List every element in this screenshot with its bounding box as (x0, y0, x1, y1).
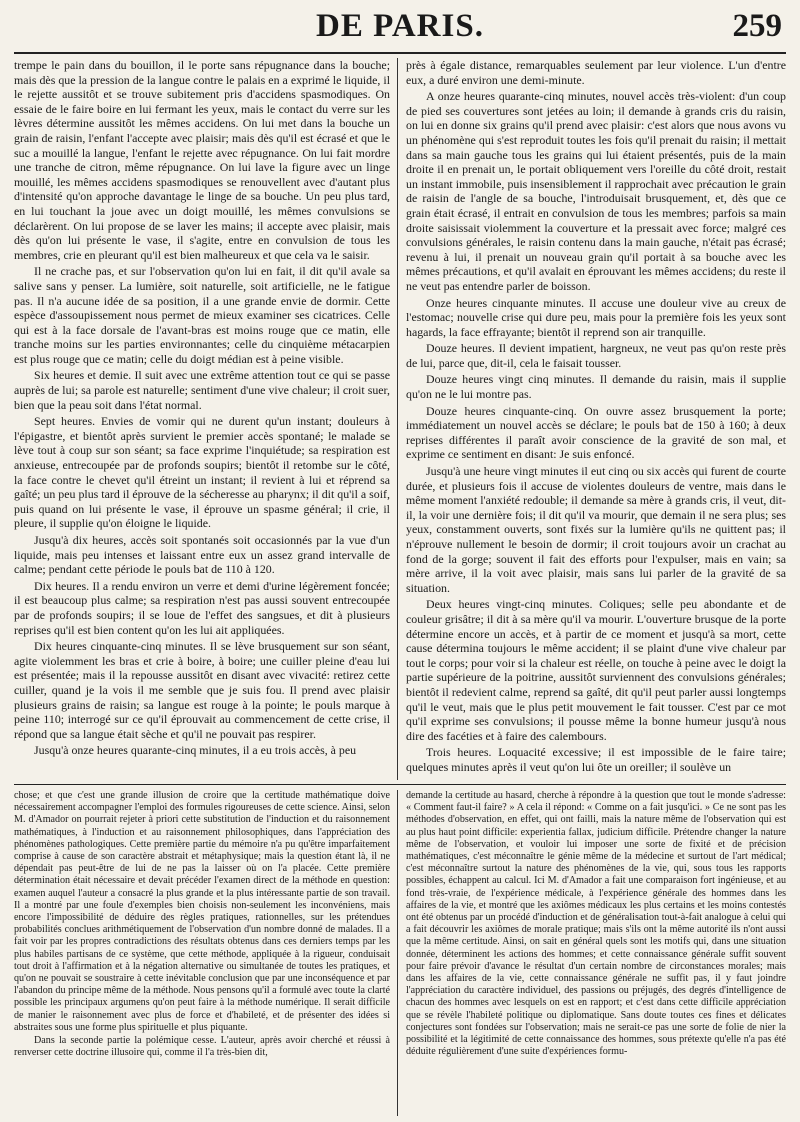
running-title: DE PARIS. (316, 8, 484, 44)
paragraph: Il ne crache pas, et sur l'observation qu'on lui en fait, il dit qu'il avale sa salive sans y penser. La lumière, soit naturelle, soit artificielle, ne le fatigue pas. Il n'a aucune idée de sa position, il a une grande envie de dormir. Cette espèce d'assoupissement nous permet de mieux examiner ses cicatrices. Celle qui est à la face dorsale de l'avant-bras est moins rouge que ce matin, elle tranche moins sur les parties environnantes; celle du cinquième métacarpien est plus rouge que ce matin; celle du doigt médian est à peine visible. (14, 264, 390, 366)
paragraph: Onze heures cinquante minutes. Il accuse une douleur vive au creux de l'estomac; nouvelle crise qui dure peu, mais pour la première fois les yeux sont hagards, la face effrayante; bientôt il reprend son air tranquille. (406, 295, 786, 339)
paragraph: Dix heures. Il a rendu environ un verre et demi d'urine légèrement foncée; il est beaucoup plus calme; sa respiration n'est pas aussi souvent entrecoupée par de profonds soupirs; il se loue de l'effet des sangsues, et dit à plusieurs reprises qu'il est bien content qu'on les lui ait appliquées. (14, 578, 390, 637)
paragraph: Douze heures cinquante-cinq. On ouvre assez brusquement la porte; immédiatement un nouvel accès se déclare; le pouls bat de 150 à 160; à deux reprises différentes il paraît avoir conscience de la gravité de son mal, et exprime ce sentiment en disant: Je suis enfoncé. (406, 403, 786, 462)
paragraph: Jusqu'à onze heures quarante-cinq minutes, il a eu trois accès, à peu (34, 743, 357, 758)
page-header (14, 6, 786, 48)
paragraph: Dans la seconde partie la polémique cesse. L'auteur, après avoir cherché et réussi à renverser cette doctrine illusoire qui, comme il l'a très-bien dit, (14, 1035, 390, 1059)
paragraph: Jusqu'à une heure vingt minutes il eut cinq ou six accès qui furent de courte durée, et plusieurs fois il accuse de violentes douleurs de ventre, mais dans le même moment l'anxiété redouble; il demande sa mère à grands cris, il veut, dit-il, la voir une dernière fois; il dit qu'il va mourir, que demain il ne sera plus; ses yeux, constamment ouverts, sont fixés sur la lumière qu'ils ne quittent pas; il n'éprouve nullement le besoin de dormir; il croit toujours avoir un crachat au fond de la gorge; souvent il fait des efforts pour l'expulser, mais en vain; sa mère arrive, il la voit avec plaisir, mais sans lui parler de la gravité de sa situation. (406, 464, 786, 595)
paragraph: Douze heures vingt cinq minutes. Il demande du raisin, mais il supplie qu'on ne le lui montre pas. (406, 372, 786, 402)
paragraph: A onze heures quarante-cinq minutes, nouvel accès très-violent: d'un coup de pied ses couvertures sont jetées au loin; il demande à grands cris du raisin, on lui en donne six grains qu'il prend avec plaisir: c'est alors que nous avons vu un phénomène qui s'est reproduit toutes les fois qu'il prenait du raisin; il mettait dans sa main gauche tous les grains qui lui étaient présentés, puis de la main droite il en prenait un, le portait obliquement vers l'oreille du côté droit, restait un instant immobile, puis insensiblement il rapprochait avec précaution le grain de raisin de l'angle de sa bouche, l'introduisait brusquement, et, dès que ce grain était écrasé, il entrait en convulsion de tous les membres; parfois sa main droite saisissait violemment la couverture et la pressait avec force; malgré ces convulsions générales, le raisin contenu dans la main gauche, n'était pas écrasé; revenu à lui, il prenait un nouveau grain qu'il portait à sa bouche avec les mêmes précautions, et qu'il avalait en éprouvant les mêmes accidens; du reste il ne veut pas entendre parler de boisson. (406, 89, 786, 293)
paragraph: près à égale distance, remarquables seulement par leur violence. L'un d'entre eux, a duré environ une demi-minute. (406, 58, 786, 87)
column-divider (397, 790, 398, 1116)
paragraph: chose; et que c'est une grande illusion de croire que la certitude mathématique doive nécessairement accompagner l'emploi des formules rigoureuses de cette science. Ainsi, selon M. d'Amador on pourrait rejeter à priori cette substitution de l'induction et du raisonnement mathématiques, à l'induction et au raisonnement philosophiques, dans l'appréciation des phénomènes pathologiques. Cette première partie du mémoire n'a pu qu'être imparfaitement comprise à cause de son caractère abstrait et métaphysique; mais la question étant là, il ne dépendait pas peut-être de lui de ne pas la laisser où on l'a placée. Cette première détermination était nécessaire et devait précéder l'examen direct de la méthode en question: examen auquel l'auteur a consacré la plus grande et la plus intéressante partie de son travail. Il a montré par une foule d'exemples bien choisis non-seulement les inconvéniens, mais encore l'impossibilité de déduire des règles pratiques, rationnelles, sur les prétendues probabilités conclues arithmétiquement de l'observation d'un nombre donné de malades. Il a fait voir par les propres contradictions des résultats obtenus dans ces derniers temps par les plus habiles partisans de ce système, que cette méthode, appliquée à la rigueur, conduisait tout droit à l'affirmation et à la négation alternative ou simultanée de toutes les pratiques, et qu'on ne pouvait se soustraire à cette inévitable conclusion que par une inconséquence et par l'abandon du principe même de la méthode. Nous pensons qu'il a formulé avec toute la clarté possible les principaux argumens qu'on peut faire à la méthode numérique. Il serait difficile de manier le raisonnement avec plus de force et d'habileté, et de présenter des idées si abstraites sous une forme plus spirituelle et plus piquante. (14, 790, 390, 1033)
lower-left-column (14, 790, 390, 1116)
column-divider (397, 58, 398, 780)
upper-right-column (406, 58, 786, 780)
paragraph: trempe le pain dans du bouillon, il le porte sans répugnance dans la bouche; mais dès que la pression de la langue contre le palais en a exprimé le liquide, il le rejette aussitôt et se trouve subitement pris d'accidens spasmodiques. On essaie de le faire boire en lui fermant les yeux, mais le contact du verre sur les lèvres détermine aussitôt les mêmes accidens. On lui met dans la bouche un grain de raisin, l'enfant l'accepte avec plaisir; mais dès qu'il est écrasé et que le suc a mouillé la langue, l'enfant le rejette avec répugnance. On lui fait mordre une tranche de citron, même répugnance. On lui lave la figure avec un linge mouillé, les mêmes accidens spasmodiques se renouvellent avec d'autant plus d'intensité qu'on approche davantage le linge de sa bouche. Un peu plus tard, en lui touchant la joue avec un doigt mouillé, les mêmes convulsions se déclarèrent. On lui propose de se laver les mains; il accepte avec plaisir, mais dès qu'on lui présente le vase, il s'agite, entre en convulsion de tous les membres, crie en pleurant qu'il est bien malheureux et que cela va le saisir. (14, 58, 390, 262)
page-number: 259 (732, 8, 782, 44)
header-rule (14, 52, 786, 54)
paragraph: demande la certitude au hasard, cherche à répondre à la question que tout le monde s'adresse: « Comment faut-il faire? » A cela il répond: « Comme on a fait jusqu'ici. » Ce ne sont pas les méthodes d'observation, en effet, qui ont failli, mais la nature même de l'observation qui est au plus haut point difficile: experientia fallax, judicium difficile. Prétendre changer la nature même de l'observation, et vouloir lui imposer une sorte de fixité et de précision mathématiques, c'est méconnaître le génie même de la médecine et surtout de l'art médical; c'est méconnaître surtout la nature des phénomènes de la vie, qui, sous tous les rapports possibles, échappent au calcul. Ici M. d'Amador a fait une comparaison fort ingénieuse, et au fond très-vraie, de l'expérience médicale, à l'expérience générale des hommes dans les affaires de la vie, et montré que les axiômes médicaux les plus certains et les moins contestés ont été obtenus par un procédé d'induction et de généralisation tout-à-fait analogue à celui qui a fait découvrir les axiômes de morale pratique; mais s'ils ont la même autorité ils n'ont aussi que la même certitude. Ainsi, on sait en général quels sont les motifs qui, dans une situation donnée, déterminent les actions des hommes; et cette connaissance générale suffit souvent pour faire prévoir d'avance le résultat d'un certain nombre de circonstances morales; mais dans les affaires de la vie, cette connaissance générale ne suffit pas, il y faut joindre l'appréciation du caractère individuel, des passions ou préjugés, des degrés d'intelligence de chacun des hommes avec lesquels on est en rapport; et c'est dans cette difficile appréciation que se révèle l'habileté politique ou diplomatique. Sans doute toutes ces fines et délicates conjectures sont fondées sur l'observation; mais ne serait-ce pas une sorte de folie de nier la possibilité et la légitimité de cette connaissance des hommes, sous prétexte qu'elle n'a pas été déduite régulièrement d'une suite d'expériences formu- (406, 790, 786, 1058)
paragraph: Trois heures. Loquacité excessive; il est impossible de le faire taire; quelques minutes après il veut qu'on lui ôte un oreiller; il soulève un (406, 745, 786, 774)
feuilleton-rule (14, 784, 786, 785)
paragraph: Deux heures vingt-cinq minutes. Coliques; selle peu abondante et de couleur grisâtre; il dit à sa mère qu'il va mourir. L'ouverture brusque de la porte détermine encore un accès, et à partir de ce moment et jusqu'à sa mort, cette cause détermina toujours le même accident; il se plaint d'une vive chaleur par tout le corps; pour voir si la chaleur est réelle, on touche à peine avec le doigt la partie supérieure de la poitrine, aussitôt surviennent des convulsions générales; bientôt il redevient calme, reprend sa gaîté, dit qu'il peut parler aussi longtemps qu'il le veut, mais que le plus petit mouvement le fait tousser. C'est par ce mot qu'il exprime ses convulsions; il pousse même la bonne humeur jusqu'à nous dire des facéties et à faire des calembours. (406, 597, 786, 743)
paragraph: Six heures et demie. Il suit avec une extrême attention tout ce qui se passe auprès de lui; sa parole est naturelle; sentiment d'une vive chaleur; il croit suer, bien que la peau soit dans l'état normal. (14, 368, 390, 412)
paragraph: Jusqu'à dix heures, accès soit spontanés soit occasionnés par la vue d'un liquide, mais peu intenses et laissant entre eux un assez grand intervalle de calme; pendant cette période le pouls bat de 110 à 120. (14, 533, 390, 577)
upper-left-column (14, 58, 390, 780)
paragraph: Douze heures. Il devient impatient, hargneux, ne veut pas qu'on reste près de lui, parce que, dit-il, cela le faisait tousser. (406, 341, 786, 370)
lower-right-column (406, 790, 786, 1116)
paragraph: Dix heures cinquante-cinq minutes. Il se lève brusquement sur son séant, agite violemment les bras et crie à boire, à boire; une cuiller pleine d'eau lui est présentée; mais il la repousse aussitôt en disant avec vivacité: retirez cette cuiller, quand je la vois il me semble que je suis fou. Il prend avec plaisir plusieurs grains de raisin; sa langue est rouge à la pointe; le pouls marque à peine 110; interrogé sur ce qu'il éprouvait au commencement de cette crise, il répond que sa langue était sèche et qu'il ne pouvait pas respirer. (14, 639, 390, 741)
paragraph: Sept heures. Envies de vomir qui ne durent qu'un instant; douleurs à l'épigastre, et bientôt après survient le premier accès spontané; le malade se lève tout à coup sur son séant; sa face exprime l'inquiétude; sa respiration est anxieuse, entrecoupée par de profonds soupirs; bientôt il retombe sur le côté, la face contre le chevet qu'il étreint un instant; il revient à lui et réprend sa gaîté; un peu plus tard il éprouve de la sécheresse au pharynx; il dit qu'il a soif, puis quand on lui présente le vase, il éprouve un spasme général; il crie, il pleure, il supplie qu'on éloigne le liquide. (14, 414, 390, 531)
